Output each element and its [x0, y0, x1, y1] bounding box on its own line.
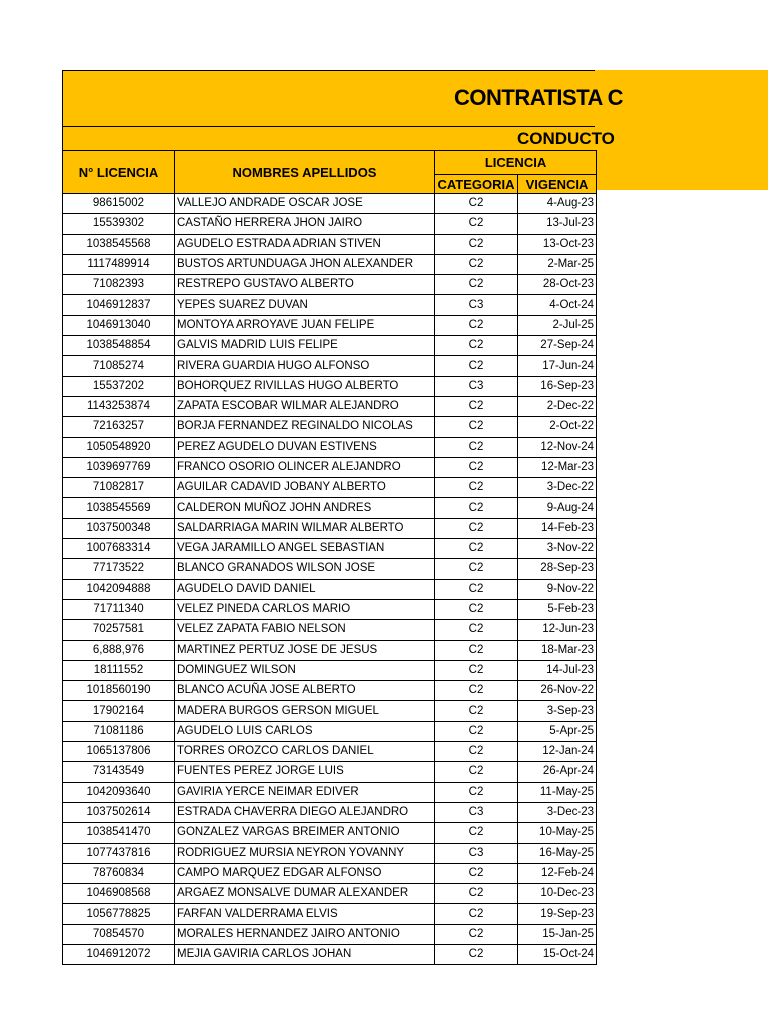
cell-nombre[interactable]: PEREZ AGUDELO DUVAN ESTIVENS — [175, 437, 435, 457]
cell-licencia[interactable]: 1039697769 — [63, 457, 175, 477]
cell-licencia[interactable]: 17902164 — [63, 701, 175, 721]
table-row — [63, 599, 597, 619]
cell-vigencia[interactable]: 15-Oct-24 — [518, 944, 597, 964]
cell-vigencia[interactable]: 26-Nov-22 — [518, 681, 597, 701]
cell-licencia[interactable]: 1042094888 — [63, 579, 175, 599]
cell-categoria[interactable]: C3 — [435, 802, 518, 822]
cell-nombre[interactable]: MEJIA GAVIRIA CARLOS JOHAN — [175, 944, 435, 964]
cell-nombre[interactable]: CASTAÑO HERRERA JHON JAIRO — [175, 214, 435, 234]
cell-categoria[interactable]: C3 — [435, 376, 518, 396]
table-row — [63, 681, 597, 701]
cell-licencia[interactable]: 1038545569 — [63, 498, 175, 518]
table-row — [63, 843, 597, 863]
cell-nombre[interactable]: BUSTOS ARTUNDUAGA JHON ALEXANDER — [175, 254, 435, 274]
table-row — [63, 762, 597, 782]
table-row — [63, 336, 597, 356]
cell-licencia[interactable]: 71082817 — [63, 478, 175, 498]
cell-licencia[interactable]: 1038548854 — [63, 336, 175, 356]
cell-licencia[interactable]: 98615002 — [63, 194, 175, 214]
cell-vigencia[interactable]: 10-Dec-23 — [518, 884, 597, 904]
cell-nombre[interactable]: BORJA FERNANDEZ REGINALDO NICOLAS — [175, 417, 435, 437]
cell-nombre[interactable]: RESTREPO GUSTAVO ALBERTO — [175, 275, 435, 295]
cell-vigencia[interactable]: 9-Aug-24 — [518, 498, 597, 518]
table-row — [63, 275, 597, 295]
table-row — [63, 721, 597, 741]
table-row — [63, 295, 597, 315]
table-row — [63, 579, 597, 599]
cell-categoria[interactable]: C2 — [435, 214, 518, 234]
cell-licencia[interactable]: 1065137806 — [63, 742, 175, 762]
cell-nombre[interactable]: VELEZ ZAPATA FABIO NELSON — [175, 620, 435, 640]
cell-licencia[interactable]: 72163257 — [63, 417, 175, 437]
cell-licencia[interactable]: 1143253874 — [63, 396, 175, 416]
cell-vigencia[interactable]: 3-Sep-23 — [518, 701, 597, 721]
cell-vigencia[interactable]: 13-Jul-23 — [518, 214, 597, 234]
cell-categoria[interactable]: C2 — [435, 599, 518, 619]
cell-categoria[interactable]: C2 — [435, 823, 518, 843]
cell-categoria[interactable]: C2 — [435, 194, 518, 214]
cell-nombre[interactable]: FARFAN VALDERRAMA ELVIS — [175, 904, 435, 924]
cell-nombre[interactable]: TORRES OROZCO CARLOS DANIEL — [175, 742, 435, 762]
cell-categoria[interactable]: C2 — [435, 701, 518, 721]
cell-licencia[interactable]: 1046912837 — [63, 295, 175, 315]
cell-categoria[interactable]: C2 — [435, 539, 518, 559]
table-row — [63, 640, 597, 660]
header-nombres[interactable]: NOMBRES APELLIDOS — [175, 151, 435, 194]
table-row — [63, 620, 597, 640]
table-row — [63, 254, 597, 274]
cell-licencia[interactable]: 71082393 — [63, 275, 175, 295]
table-row — [63, 802, 597, 822]
cell-categoria[interactable]: C2 — [435, 660, 518, 680]
cell-vigencia[interactable]: 2-Dec-22 — [518, 396, 597, 416]
cell-licencia[interactable]: 1037502614 — [63, 802, 175, 822]
cell-vigencia[interactable]: 3-Dec-22 — [518, 478, 597, 498]
table-row — [63, 437, 597, 457]
cell-vigencia[interactable]: 12-Jan-24 — [518, 742, 597, 762]
cell-vigencia[interactable]: 5-Apr-25 — [518, 721, 597, 741]
cell-licencia[interactable]: 1046912072 — [63, 944, 175, 964]
cell-licencia[interactable]: 1018560190 — [63, 681, 175, 701]
cell-nombre[interactable]: YEPES SUAREZ DUVAN — [175, 295, 435, 315]
cell-licencia[interactable]: 1046908568 — [63, 884, 175, 904]
cell-categoria[interactable]: C3 — [435, 843, 518, 863]
cell-vigencia[interactable]: 14-Jul-23 — [518, 660, 597, 680]
cell-categoria[interactable]: C2 — [435, 457, 518, 477]
cell-licencia[interactable]: 1038541470 — [63, 823, 175, 843]
cell-categoria[interactable]: C2 — [435, 904, 518, 924]
cell-vigencia[interactable]: 28-Oct-23 — [518, 275, 597, 295]
cell-vigencia[interactable]: 3-Nov-22 — [518, 539, 597, 559]
cell-vigencia[interactable]: 16-May-25 — [518, 843, 597, 863]
cell-categoria[interactable]: C2 — [435, 275, 518, 295]
cell-vigencia[interactable]: 2-Oct-22 — [518, 417, 597, 437]
cell-nombre[interactable]: RIVERA GUARDIA HUGO ALFONSO — [175, 356, 435, 376]
cell-vigencia[interactable]: 18-Mar-23 — [518, 640, 597, 660]
table-row — [63, 194, 597, 214]
cell-nombre[interactable]: GONZALEZ VARGAS BREIMER ANTONIO — [175, 823, 435, 843]
cell-nombre[interactable]: FRANCO OSORIO OLINCER ALEJANDRO — [175, 457, 435, 477]
cell-nombre[interactable]: AGUILAR CADAVID JOBANY ALBERTO — [175, 478, 435, 498]
cell-licencia[interactable]: 73143549 — [63, 762, 175, 782]
cell-licencia[interactable]: 71081186 — [63, 721, 175, 741]
cell-categoria[interactable]: C2 — [435, 721, 518, 741]
cell-nombre[interactable]: ESTRADA CHAVERRA DIEGO ALEJANDRO — [175, 802, 435, 822]
cell-licencia[interactable]: 1037500348 — [63, 518, 175, 538]
cell-categoria[interactable]: C2 — [435, 782, 518, 802]
cell-licencia[interactable]: 15539302 — [63, 214, 175, 234]
cell-vigencia[interactable]: 12-Mar-23 — [518, 457, 597, 477]
cell-categoria[interactable]: C2 — [435, 336, 518, 356]
table-row — [63, 417, 597, 437]
table-row — [63, 904, 597, 924]
cell-categoria[interactable]: C2 — [435, 498, 518, 518]
cell-vigencia[interactable]: 12-Jun-23 — [518, 620, 597, 640]
cell-nombre[interactable]: CALDERON MUÑOZ JOHN ANDRES — [175, 498, 435, 518]
cell-vigencia[interactable]: 5-Feb-23 — [518, 599, 597, 619]
cell-categoria[interactable]: C2 — [435, 417, 518, 437]
cell-categoria[interactable]: C2 — [435, 356, 518, 376]
cell-vigencia[interactable]: 26-Apr-24 — [518, 762, 597, 782]
cell-licencia[interactable]: 1056778825 — [63, 904, 175, 924]
table-row — [63, 518, 597, 538]
table-row — [63, 863, 597, 883]
cell-categoria[interactable]: C2 — [435, 924, 518, 944]
cell-nombre[interactable]: VELEZ PINEDA CARLOS MARIO — [175, 599, 435, 619]
cell-licencia[interactable]: 1007683314 — [63, 539, 175, 559]
table-row — [63, 701, 597, 721]
cell-nombre[interactable]: DOMINGUEZ WILSON — [175, 660, 435, 680]
cell-vigencia[interactable]: 27-Sep-24 — [518, 336, 597, 356]
cell-licencia[interactable]: 1050548920 — [63, 437, 175, 457]
cell-categoria[interactable]: C2 — [435, 884, 518, 904]
subtitle-bar — [62, 126, 615, 151]
cell-nombre[interactable]: ZAPATA ESCOBAR WILMAR ALEJANDRO — [175, 396, 435, 416]
drivers-table — [62, 150, 597, 965]
cell-categoria[interactable]: C2 — [435, 579, 518, 599]
header-categoria[interactable]: CATEGORIA — [435, 175, 518, 194]
cell-nombre[interactable]: BOHORQUEZ RIVILLAS HUGO ALBERTO — [175, 376, 435, 396]
cell-categoria[interactable]: C2 — [435, 681, 518, 701]
cell-nombre[interactable]: MADERA BURGOS GERSON MIGUEL — [175, 701, 435, 721]
table-row — [63, 660, 597, 680]
cell-licencia[interactable]: 71711340 — [63, 599, 175, 619]
table-row — [63, 315, 597, 335]
cell-vigencia[interactable]: 12-Nov-24 — [518, 437, 597, 457]
table-row — [63, 457, 597, 477]
table-row — [63, 376, 597, 396]
cell-nombre[interactable]: AGUDELO DAVID DANIEL — [175, 579, 435, 599]
table-row — [63, 214, 597, 234]
table-row — [63, 559, 597, 579]
cell-vigencia[interactable]: 9-Nov-22 — [518, 579, 597, 599]
cell-categoria[interactable]: C2 — [435, 863, 518, 883]
cell-licencia[interactable]: 15537202 — [63, 376, 175, 396]
cell-categoria[interactable]: C2 — [435, 437, 518, 457]
cell-nombre[interactable]: BLANCO ACUÑA JOSE ALBERTO — [175, 681, 435, 701]
cell-vigencia[interactable]: 15-Jan-25 — [518, 924, 597, 944]
cell-vigencia[interactable]: 2-Jul-25 — [518, 315, 597, 335]
cell-nombre[interactable]: AGUDELO LUIS CARLOS — [175, 721, 435, 741]
cell-categoria[interactable]: C2 — [435, 620, 518, 640]
header-licencia-num[interactable]: N° LICENCIA — [63, 151, 175, 194]
header-licencia-group[interactable]: LICENCIA — [435, 151, 597, 175]
table-row — [63, 823, 597, 843]
cell-categoria[interactable]: C2 — [435, 944, 518, 964]
cell-vigencia[interactable]: 2-Mar-25 — [518, 254, 597, 274]
cell-licencia[interactable]: 18111552 — [63, 660, 175, 680]
cell-categoria[interactable]: C2 — [435, 234, 518, 254]
cell-nombre[interactable]: MARTINEZ PERTUZ JOSE DE JESUS — [175, 640, 435, 660]
table-row — [63, 539, 597, 559]
table-row — [63, 944, 597, 964]
cell-nombre[interactable]: AGUDELO ESTRADA ADRIAN STIVEN — [175, 234, 435, 254]
cell-categoria[interactable]: C2 — [435, 396, 518, 416]
cell-licencia[interactable]: 1117489914 — [63, 254, 175, 274]
cell-nombre[interactable]: MORALES HERNANDEZ JAIRO ANTONIO — [175, 924, 435, 944]
cell-nombre[interactable]: MONTOYA ARROYAVE JUAN FELIPE — [175, 315, 435, 335]
cell-vigencia[interactable]: 12-Feb-24 — [518, 863, 597, 883]
title-bar — [62, 70, 624, 126]
cell-licencia[interactable]: 70854570 — [63, 924, 175, 944]
table-row — [63, 356, 597, 376]
cell-licencia[interactable]: 77173522 — [63, 559, 175, 579]
table-row — [63, 396, 597, 416]
cell-nombre[interactable]: CAMPO MARQUEZ EDGAR ALFONSO — [175, 863, 435, 883]
cell-categoria[interactable]: C2 — [435, 742, 518, 762]
cell-nombre[interactable]: FUENTES PEREZ JORGE LUIS — [175, 762, 435, 782]
cell-nombre[interactable]: RODRIGUEZ MURSIA NEYRON YOVANNY — [175, 843, 435, 863]
cell-nombre[interactable]: VEGA JARAMILLO ANGEL SEBASTIAN — [175, 539, 435, 559]
cell-categoria[interactable]: C2 — [435, 254, 518, 274]
cell-licencia[interactable]: 70257581 — [63, 620, 175, 640]
cell-vigencia[interactable]: 16-Sep-23 — [518, 376, 597, 396]
cell-vigencia[interactable]: 17-Jun-24 — [518, 356, 597, 376]
cell-categoria[interactable]: C2 — [435, 559, 518, 579]
table-row — [63, 742, 597, 762]
cell-categoria[interactable]: C2 — [435, 518, 518, 538]
cell-nombre[interactable]: ARGAEZ MONSALVE DUMAR ALEXANDER — [175, 884, 435, 904]
cell-vigencia[interactable]: 13-Oct-23 — [518, 234, 597, 254]
cell-vigencia[interactable]: 11-May-25 — [518, 782, 597, 802]
cell-licencia[interactable]: 1042093640 — [63, 782, 175, 802]
table-header — [63, 151, 597, 194]
cell-vigencia[interactable]: 19-Sep-23 — [518, 904, 597, 924]
table-row — [63, 498, 597, 518]
header-vigencia[interactable]: VIGENCIA — [518, 175, 597, 194]
table-body — [63, 194, 597, 965]
cell-vigencia[interactable]: 4-Oct-24 — [518, 295, 597, 315]
cell-categoria[interactable]: C3 — [435, 295, 518, 315]
cell-vigencia[interactable]: 10-May-25 — [518, 823, 597, 843]
cell-licencia[interactable]: 1038545568 — [63, 234, 175, 254]
cell-licencia[interactable]: 78760834 — [63, 863, 175, 883]
page-title: CONTRATISTA C — [454, 85, 624, 110]
cell-categoria[interactable]: C2 — [435, 640, 518, 660]
cell-nombre[interactable]: SALDARRIAGA MARIN WILMAR ALBERTO — [175, 518, 435, 538]
cell-vigencia[interactable]: 14-Feb-23 — [518, 518, 597, 538]
cell-licencia[interactable]: 71085274 — [63, 356, 175, 376]
cell-vigencia[interactable]: 3-Dec-23 — [518, 802, 597, 822]
section-title: CONDUCTO — [517, 129, 615, 148]
cell-vigencia[interactable]: 28-Sep-23 — [518, 559, 597, 579]
cell-nombre[interactable]: GAVIRIA YERCE NEIMAR EDIVER — [175, 782, 435, 802]
cell-categoria[interactable]: C2 — [435, 762, 518, 782]
cell-categoria[interactable]: C2 — [435, 315, 518, 335]
cell-nombre[interactable]: GALVIS MADRID LUIS FELIPE — [175, 336, 435, 356]
cell-vigencia[interactable]: 4-Aug-23 — [518, 194, 597, 214]
cell-licencia[interactable]: 1077437816 — [63, 843, 175, 863]
table-row — [63, 234, 597, 254]
cell-licencia[interactable]: 1046913040 — [63, 315, 175, 335]
table-row — [63, 884, 597, 904]
table-row — [63, 924, 597, 944]
cell-nombre[interactable]: BLANCO GRANADOS WILSON JOSE — [175, 559, 435, 579]
cell-licencia[interactable]: 6,888,976 — [63, 640, 175, 660]
table-row — [63, 478, 597, 498]
cell-categoria[interactable]: C2 — [435, 478, 518, 498]
cell-nombre[interactable]: VALLEJO ANDRADE OSCAR JOSE — [175, 194, 435, 214]
table-row — [63, 782, 597, 802]
